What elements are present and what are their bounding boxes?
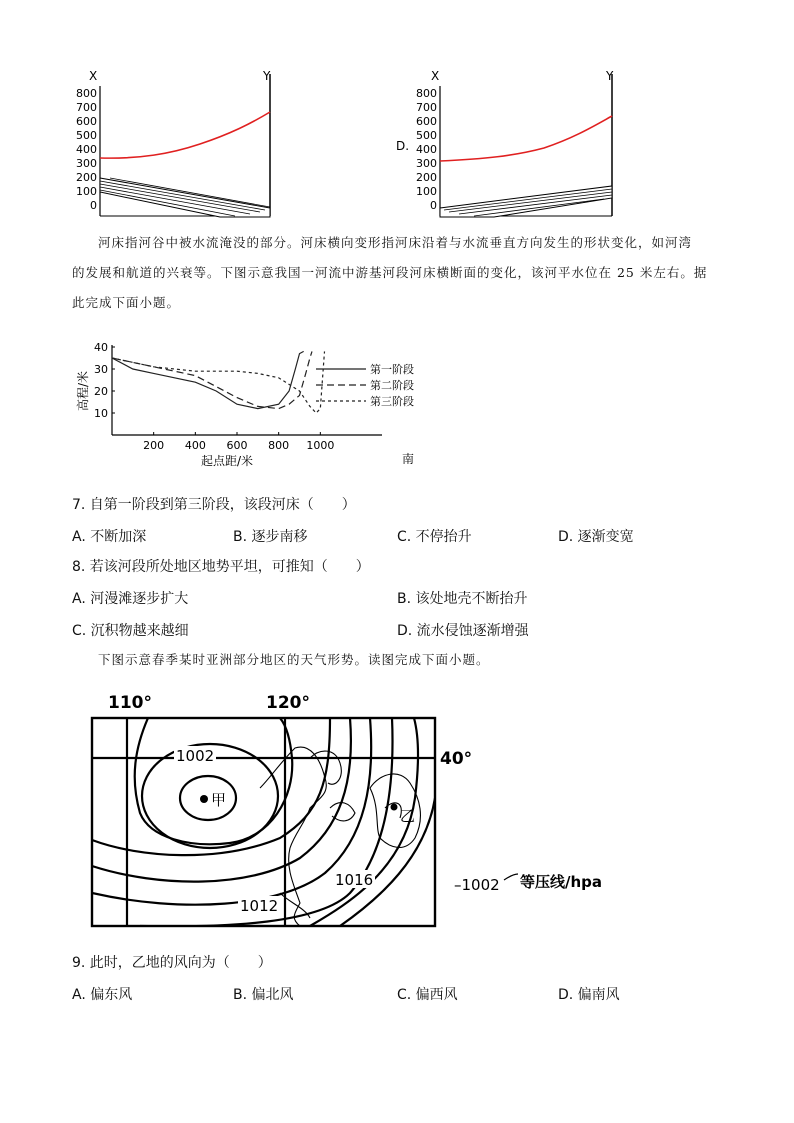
legend-label-3: 第三阶段 bbox=[370, 395, 414, 408]
tick-label: 0 bbox=[90, 199, 97, 212]
axis-x-label: X bbox=[89, 69, 98, 83]
y-tick-label: 20 bbox=[94, 385, 108, 398]
latitude-40-label: 40° bbox=[440, 749, 473, 769]
y-tick-label: 40 bbox=[94, 341, 108, 354]
question-7-option-a[interactable]: A. 不断加深 bbox=[72, 529, 147, 545]
isobar-lines bbox=[92, 718, 435, 926]
tick-label: 0 bbox=[430, 199, 437, 212]
passage-line: 河床指河谷中被水流淹没的部分。河床横向变形指河床沿着与水流垂直方向发生的形状变化，如河湾 bbox=[98, 235, 693, 250]
water-surface-line bbox=[100, 112, 270, 158]
tick-labels-d bbox=[416, 87, 437, 212]
y-axis-title: 高程/米 bbox=[76, 370, 90, 412]
tick-label: 100 bbox=[76, 185, 97, 198]
tick-label: 300 bbox=[416, 157, 437, 170]
question-9-option-d[interactable]: D. 偏南风 bbox=[558, 987, 620, 1003]
option-d-label: D. bbox=[396, 139, 410, 153]
axis-y-label: Y bbox=[263, 69, 271, 83]
series-line-1 bbox=[112, 351, 304, 408]
tick-label: 200 bbox=[76, 171, 97, 184]
series-line-3 bbox=[112, 351, 325, 413]
profile-chart-d bbox=[394, 66, 624, 226]
tick-labels-c bbox=[76, 87, 97, 212]
tick-label: 300 bbox=[76, 157, 97, 170]
direction-label: 南 bbox=[402, 452, 415, 466]
profile-chart-c bbox=[70, 66, 290, 226]
riverbed-band bbox=[100, 178, 270, 217]
question-8-option-c[interactable]: C. 沉积物越来越细 bbox=[72, 623, 189, 639]
isobar-label-1016: 1016 bbox=[335, 871, 374, 889]
question-7-option-d[interactable]: D. 逐渐变宽 bbox=[558, 529, 634, 545]
x-tick-label: 400 bbox=[184, 439, 206, 452]
x-tick-label: 200 bbox=[143, 439, 165, 452]
passage-weather: 下图示意春季某时亚洲部分地区的天气形势。读图完成下面小题。 bbox=[98, 652, 490, 667]
place-jia-dot bbox=[200, 795, 208, 803]
axis-y-label: Y bbox=[606, 69, 614, 83]
tick-label: 500 bbox=[76, 129, 97, 142]
tick-label: 700 bbox=[76, 101, 97, 114]
question-9-option-c[interactable]: C. 偏西风 bbox=[397, 987, 458, 1003]
legend-isobar-value: –1002 bbox=[454, 876, 500, 894]
tick-label: 800 bbox=[416, 87, 437, 100]
x-axis-title: 起点距/米 bbox=[200, 454, 254, 468]
tick-label: 400 bbox=[76, 143, 97, 156]
question-8-option-b[interactable]: B. 该处地壳不断抬升 bbox=[397, 591, 528, 607]
question-9-option-b[interactable]: B. 偏北风 bbox=[233, 987, 294, 1003]
legend-label-1: 第一阶段 bbox=[370, 363, 414, 376]
question-7-option-b[interactable]: B. 逐步南移 bbox=[233, 529, 308, 545]
x-tick-label: 1000 bbox=[306, 439, 335, 452]
longitude-120-label: 120° bbox=[266, 693, 310, 713]
tick-label: 600 bbox=[76, 115, 97, 128]
place-jia-label: 甲 bbox=[211, 791, 227, 809]
isobar-label-1002: 1002 bbox=[176, 747, 215, 765]
x-tick-label: 800 bbox=[268, 439, 290, 452]
question-8-option-a[interactable]: A. 河漫滩逐步扩大 bbox=[72, 591, 189, 607]
isobar-map bbox=[80, 688, 620, 933]
tick-label: 700 bbox=[416, 101, 437, 114]
tick-label: 800 bbox=[76, 87, 97, 100]
tick-label: 500 bbox=[416, 129, 437, 142]
x-tick-label: 600 bbox=[226, 439, 248, 452]
question-8-stem: 8. 若该河段所处地区地势平坦，可推知（ ） bbox=[72, 559, 370, 575]
passage-line: 此完成下面小题。 bbox=[72, 295, 181, 310]
tick-label: 600 bbox=[416, 115, 437, 128]
passage-line: 的发展和航道的兴衰等。下图示意我国一河流中游基河段河床横断面的变化，该河平水位在 25 米左右。据 bbox=[72, 265, 708, 280]
tick-label: 200 bbox=[416, 171, 437, 184]
longitude-110-label: 110° bbox=[108, 693, 152, 713]
y-tick-label: 30 bbox=[94, 363, 108, 376]
passage-riverbed bbox=[72, 228, 732, 318]
place-yi-dot bbox=[391, 804, 398, 811]
cross-section-chart bbox=[70, 335, 415, 487]
tick-label: 400 bbox=[416, 143, 437, 156]
question-8-option-d[interactable]: D. 流水侵蚀逐渐增强 bbox=[397, 623, 529, 639]
water-surface-line bbox=[440, 116, 612, 161]
legend-label-2: 第二阶段 bbox=[370, 379, 414, 392]
tick-label: 100 bbox=[416, 185, 437, 198]
legend-isobar-text: 等压线/hpa bbox=[520, 873, 603, 891]
y-tick-label: 10 bbox=[94, 407, 108, 420]
question-7-option-c[interactable]: C. 不停抬升 bbox=[397, 529, 472, 545]
question-9-option-a[interactable]: A. 偏东风 bbox=[72, 987, 133, 1003]
place-yi-label: 乙 bbox=[400, 807, 416, 825]
question-9-stem: 9. 此时，乙地的风向为（ ） bbox=[72, 955, 272, 971]
axis-x-label: X bbox=[431, 69, 440, 83]
question-7-stem: 7. 自第一阶段到第三阶段，该段河床（ ） bbox=[72, 497, 356, 513]
isobar-label-1012: 1012 bbox=[240, 897, 279, 915]
